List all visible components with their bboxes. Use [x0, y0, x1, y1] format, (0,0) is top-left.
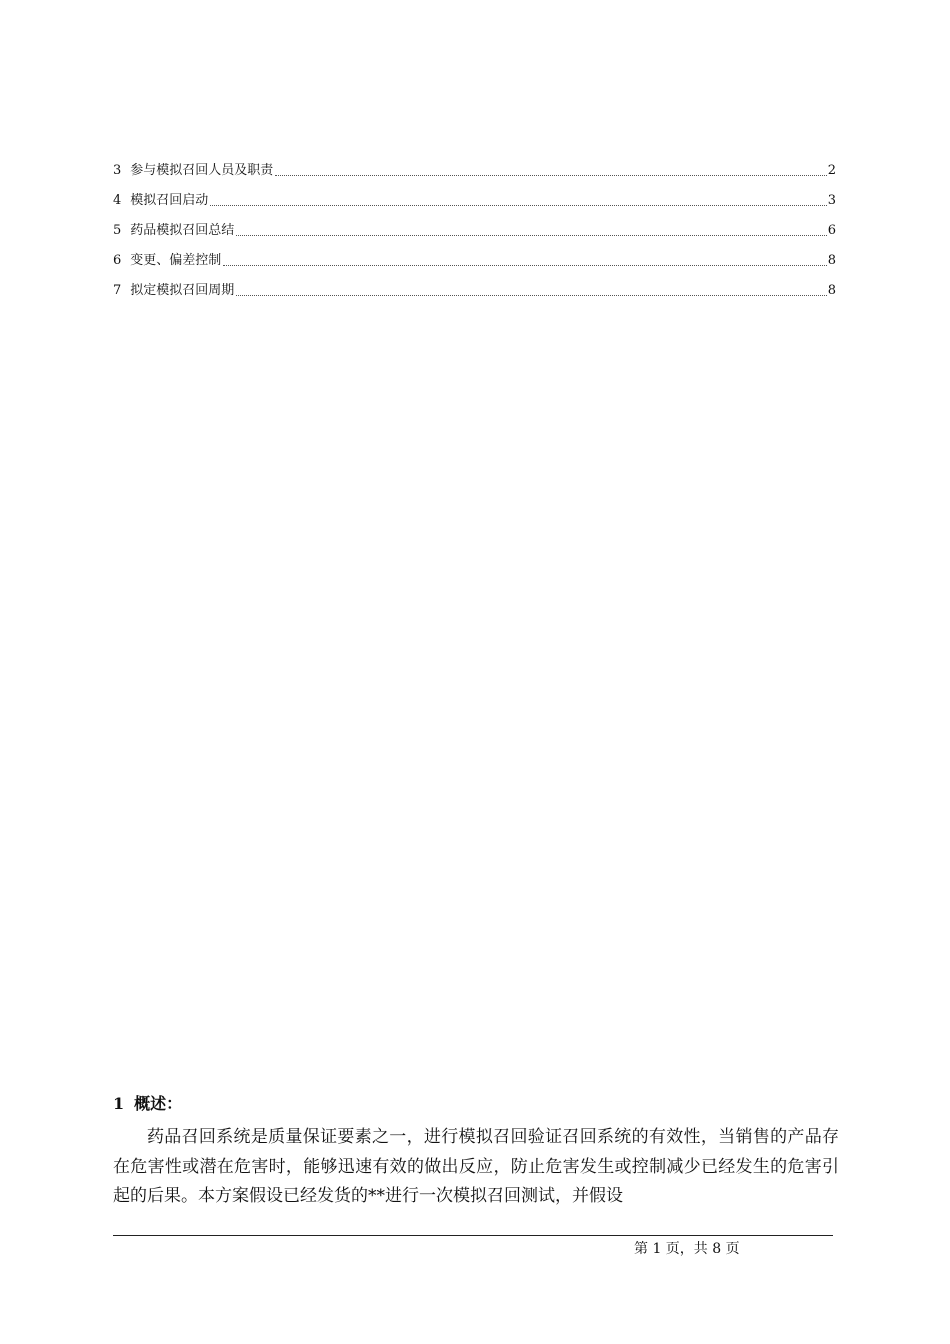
section-body-paragraph: 药品召回系统是质量保证要素之一，进行模拟召回验证召回系统的有效性，当销售的产品存在危害性或潜在危害时，能够迅速有效的做出反应，防止危害发生或控制减少已经发生的危害引起的后果。本方案假设已经发货的**进行一次模拟召回测试，并假设 — [113, 1127, 839, 1206]
toc-entry-page: 8 — [827, 283, 836, 298]
section-title: 概述： — [134, 1094, 183, 1113]
toc-dot-leader — [236, 234, 826, 236]
toc-entry-title: 模拟召回启动 — [130, 193, 209, 208]
toc-entry-number: 3 — [113, 163, 122, 178]
toc-entry-title: 药品模拟召回总结 — [130, 223, 235, 238]
toc-entry[interactable] — [113, 210, 836, 240]
toc-entry-number: 5 — [113, 223, 122, 238]
toc-entry-title: 参与模拟召回人员及职责 — [130, 163, 274, 178]
toc-entry-page: 2 — [827, 163, 836, 178]
table-of-contents — [113, 150, 836, 300]
toc-entry-title: 变更、偏差控制 — [130, 253, 222, 268]
toc-entry[interactable] — [113, 240, 836, 270]
toc-dot-leader — [236, 294, 826, 296]
toc-entry-page: 3 — [827, 193, 836, 208]
section-heading — [113, 1093, 182, 1115]
toc-entry[interactable] — [113, 180, 836, 210]
toc-entry-number: 7 — [113, 283, 122, 298]
section-number: 1 — [113, 1094, 125, 1113]
page-number-footer: 第 1 页，共 8 页 — [634, 1241, 740, 1257]
toc-dot-leader — [210, 204, 826, 206]
toc-entry[interactable] — [113, 270, 836, 300]
toc-dot-leader — [275, 174, 826, 176]
footer-divider — [113, 1235, 833, 1236]
toc-entry-title: 拟定模拟召回周期 — [130, 283, 235, 298]
toc-entry-page: 6 — [827, 223, 836, 238]
toc-dot-leader — [223, 264, 826, 266]
toc-entry-number: 4 — [113, 193, 122, 208]
toc-entry[interactable] — [113, 150, 836, 180]
toc-entry-number: 6 — [113, 253, 122, 268]
toc-entry-page: 8 — [827, 253, 836, 268]
